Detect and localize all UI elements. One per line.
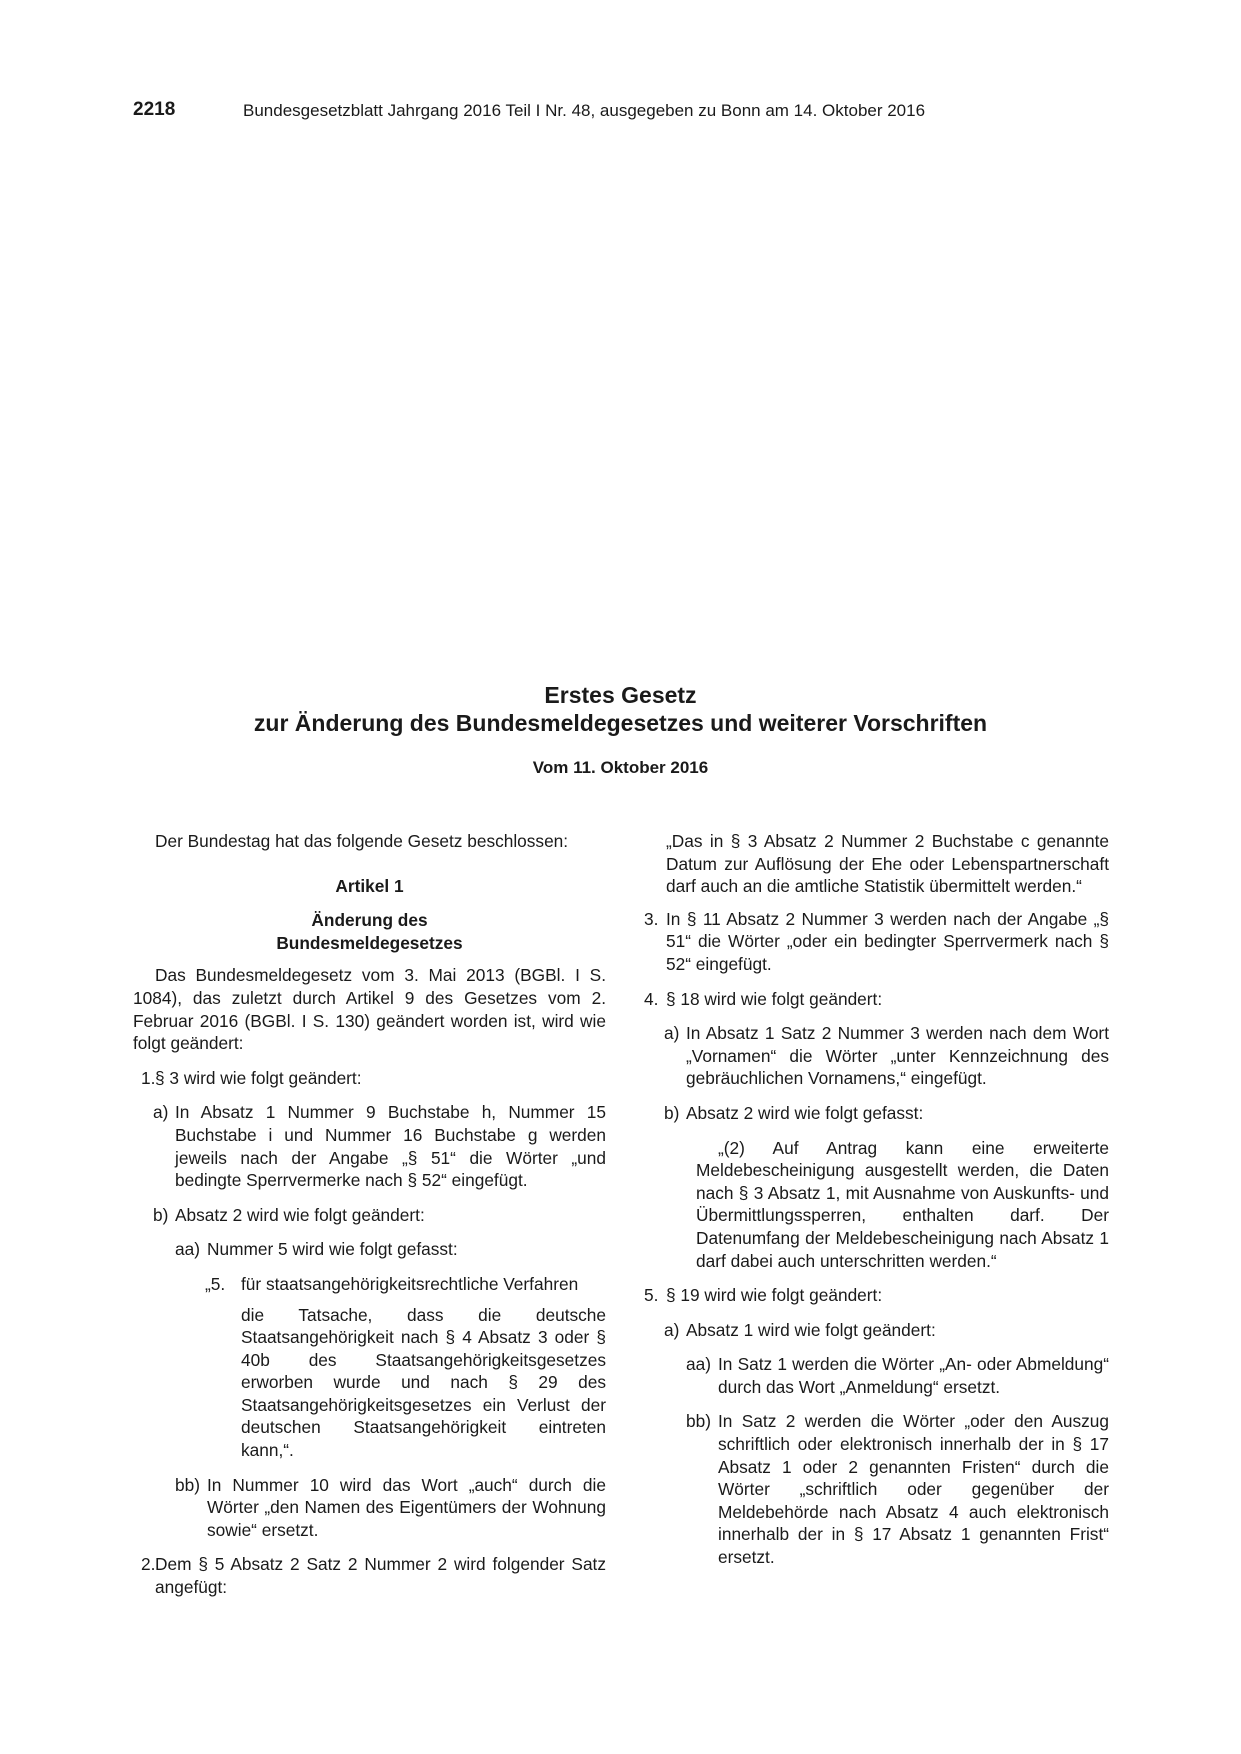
article-heading: Artikel 1 (335, 875, 404, 896)
quote-heading: für staatsangehörigkeitsrechtliche Verfahren (241, 1273, 579, 1294)
list-item (644, 1022, 1109, 1090)
law-date: Vom 11. Oktober 2016 (532, 758, 709, 777)
list-item (133, 1474, 606, 1542)
list-item (644, 988, 1109, 1011)
item-text: In Satz 1 werden die Wörter „An- oder Abmeldung“ durch das Wort „Anmeldung“ ersetzt. (718, 1354, 1109, 1397)
quoted-provision (133, 1273, 606, 1296)
list-item (133, 1238, 606, 1261)
article-intro: Das Bundesmeldegesetz vom 3. Mai 2013 (BGBl. I S. 1084), das zuletzt durch Artikel 9 des Gesetzes vom 2. Februar 2016 (BGBl. I S. 130) geändert worden ist, wird wie folgt geändert: (133, 965, 606, 1054)
quoted-paragraph: „(2) Auf Antrag kann eine erweiterte Meldebescheinigung ausgestellt werden, die Daten nach § 3 Absatz 1, mit Ausnahme von Auskunfts- und Übermittlungssperren, enthalten darf. Der Datenumfang der Meldebescheinigung nach Absatz 1 darf dabei auch unterschritten werden.“ (696, 1137, 1109, 1271)
item-text: § 3 wird wie folgt geändert: (155, 1067, 362, 1088)
item-sub-letter: aa) (175, 1239, 200, 1260)
article-title-line-1: Änderung des (311, 910, 428, 931)
list-item (644, 908, 1109, 976)
item-sub-letter: bb) (686, 1411, 711, 1432)
item-number: 5. (644, 1285, 659, 1306)
item-text: Absatz 2 wird wie folgt gefasst: (686, 1102, 924, 1123)
running-head: Bundesgesetzblatt Jahrgang 2016 Teil I Nr. 48, ausgegeben zu Bonn am 14. Oktober 2016 (243, 101, 926, 120)
item-text: In Absatz 1 Nummer 9 Buchstabe h, Nummer 15 Buchstabe i und Nummer 16 Buchstabe g werden jeweils nach der Angabe „§ 51“ die Wörter „und bedingte Sperrvermerke nach § 52“ eingefügt. (175, 1102, 606, 1191)
article-title-line-2: Bundesmeldegesetzes (276, 932, 463, 953)
law-title-line-2: zur Änderung des Bundesmeldegesetzes und weiterer Vorschriften (253, 710, 988, 736)
quote-number: „5. (205, 1273, 226, 1294)
enactment-clause: Der Bundestag hat das folgende Gesetz beschlossen: (155, 831, 569, 851)
item-letter: a) (664, 1319, 680, 1340)
item-number: 2. (141, 1554, 156, 1575)
list-item (644, 1102, 1109, 1125)
list-item (133, 1067, 606, 1090)
item-text: In § 11 Absatz 2 Nummer 3 werden nach der Angabe „§ 51“ die Wörter „oder ein bedingter Sperrvermerk nach § 52“ eingefügt. (666, 908, 1109, 974)
list-item (644, 1410, 1109, 1568)
item-text: In Absatz 1 Satz 2 Nummer 3 werden nach dem Wort „Vornamen“ die Wörter „unter Kennzeichnung des gebräuchlichen Vornamens,“ eingefügt. (686, 1023, 1109, 1089)
list-item (133, 1553, 606, 1598)
item-letter: b) (153, 1204, 169, 1225)
item-letter: a) (153, 1102, 169, 1123)
quote-body: die Tatsache, dass die deutsche Staatsangehörigkeit nach § 4 Absatz 3 oder § 40b des Staatsangehörigkeitsgesetzes erworben wurde und nach § 29 des Staatsangehörigkeitsgesetzes ein Verlust der deutschen Staatsangehörigkeit eintreten kann,“. (241, 1304, 606, 1461)
item-letter: b) (664, 1102, 680, 1123)
item-text: Absatz 1 wird wie folgt geändert: (686, 1319, 936, 1340)
item-sub-letter: bb) (175, 1474, 200, 1495)
list-item (644, 1353, 1109, 1398)
item-letter: a) (664, 1023, 680, 1044)
item-text: § 19 wird wie folgt geändert: (666, 1285, 883, 1306)
list-item (644, 1319, 1109, 1342)
item-text: In Nummer 10 wird das Wort „auch“ durch die Wörter „den Namen des Eigentümers der Wohnung sowie“ ersetzt. (207, 1474, 606, 1540)
law-title-line-1: Erstes Gesetz (544, 682, 697, 708)
item-sub-letter: aa) (686, 1354, 711, 1375)
list-item (133, 1204, 606, 1227)
list-item (133, 1101, 606, 1191)
item-number: 1. (141, 1067, 156, 1088)
page-number: 2218 (133, 99, 176, 120)
item-text: § 18 wird wie folgt geändert: (666, 988, 883, 1009)
quoted-sentence: „Das in § 3 Absatz 2 Nummer 2 Buchstabe c genannte Datum zur Auflösung der Ehe oder Lebenspartnerschaft darf auch an die amtliche Statistik übermittelt werden.“ (666, 831, 1109, 897)
item-text: Absatz 2 wird wie folgt geändert: (175, 1204, 425, 1225)
item-number: 4. (644, 988, 659, 1009)
item-text: In Satz 2 werden die Wörter „oder den Auszug schriftlich oder elektronisch innerhalb der in § 17 Absatz 1 oder 2 genannten Fristen“ durch die Wörter „schriftlich oder gegenüber der Meldebehörde nach Absatz 4 auch elektronisch innerhalb der in § 17 Absatz 1 genannten Frist“ ersetzt. (718, 1411, 1109, 1568)
list-item (644, 1284, 1109, 1307)
item-number: 3. (644, 908, 659, 929)
item-text: Dem § 5 Absatz 2 Satz 2 Nummer 2 wird folgender Satz angefügt: (155, 1554, 606, 1598)
left-column (133, 830, 606, 1599)
right-column (644, 830, 1109, 1569)
item-text: Nummer 5 wird wie folgt gefasst: (207, 1239, 458, 1260)
